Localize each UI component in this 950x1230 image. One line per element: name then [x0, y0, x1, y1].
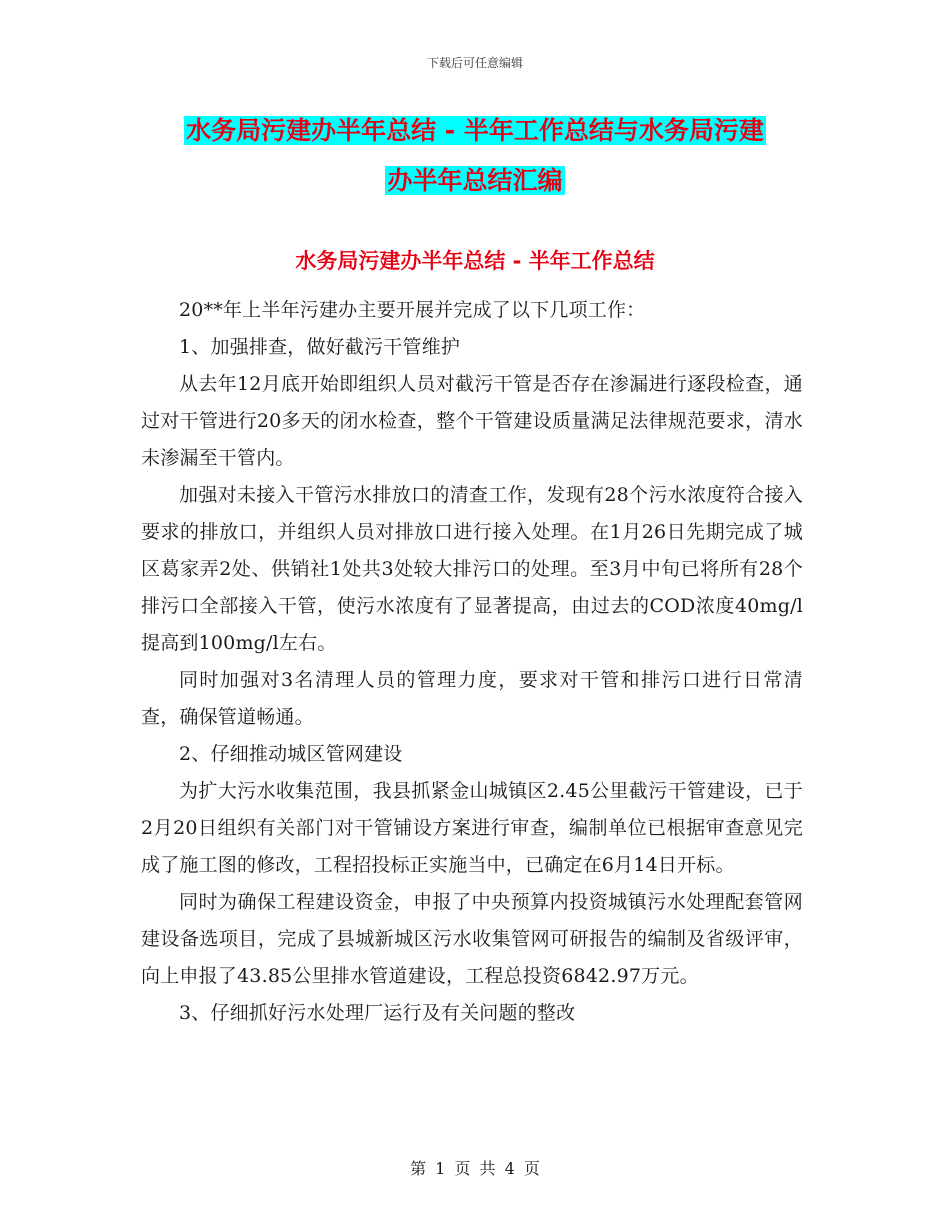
heading-item-1: 1、加强排查，做好截污干管维护: [179, 336, 461, 358]
document-body: [141, 292, 803, 1032]
paragraph: 加强对未接入干管污水排放口的清查工作，发现有28个污水浓度符合接入要求的排放口，并组织人员对排放口进行接入处理。在1月26日先期完成了城区葛家弄2处、供销社1处共3处较大排污口的处理。至3月中旬已将所有28个排污口全部接入干管，使污水浓度有了显著提高，由过去的COD浓度40mg/l提高到100mg/l左右。: [141, 484, 803, 654]
document-title-line-2: 办半年总结汇编: [387, 166, 563, 195]
paragraph: 同时为确保工程建设资金，申报了中央预算内投资城镇污水处理配套管网建设备选项目，完成了县城新城区污水收集管网可研报告的编制及省级评审，向上申报了43.85公里排水管道建设，工程总投资6842.97万元。: [141, 891, 803, 987]
paragraph: 为扩大污水收集范围，我县抓紧金山城镇区2.45公里截污干管建设，已于2月20日组织有关部门对干管铺设方案进行审查，编制单位已根据审查意见完成了施工图的修改，工程招投标正实施当中，已确定在6月14日开标。: [141, 780, 803, 876]
paragraph: 从去年12月底开始即组织人员对截污干管是否存在渗漏进行逐段检查，通过对干管进行20多天的闭水检查，整个干管建设质量满足法律规范要求，清水未渗漏至干管内。: [141, 373, 803, 469]
page-header-note: 下载后可任意编辑: [426, 56, 523, 70]
paragraph-intro: 20**年上半年污建办主要开展并完成了以下几项工作：: [179, 299, 646, 321]
document-title-line-1: 水务局污建办半年总结 - 半年工作总结与水务局污建: [186, 116, 764, 145]
paragraph: 同时加强对3名清理人员的管理力度，要求对干管和排污口进行日常清查，确保管道畅通。: [141, 669, 803, 728]
document-title: [140, 106, 810, 206]
section-title: 水务局污建办半年总结 - 半年工作总结: [295, 249, 655, 273]
page-number-footer: 第 1 页 共 4 页: [410, 1159, 540, 1178]
heading-item-2: 2、仔细推动城区管网建设: [179, 743, 403, 765]
heading-item-3: 3、仔细抓好污水处理厂运行及有关问题的整改: [179, 1002, 576, 1024]
